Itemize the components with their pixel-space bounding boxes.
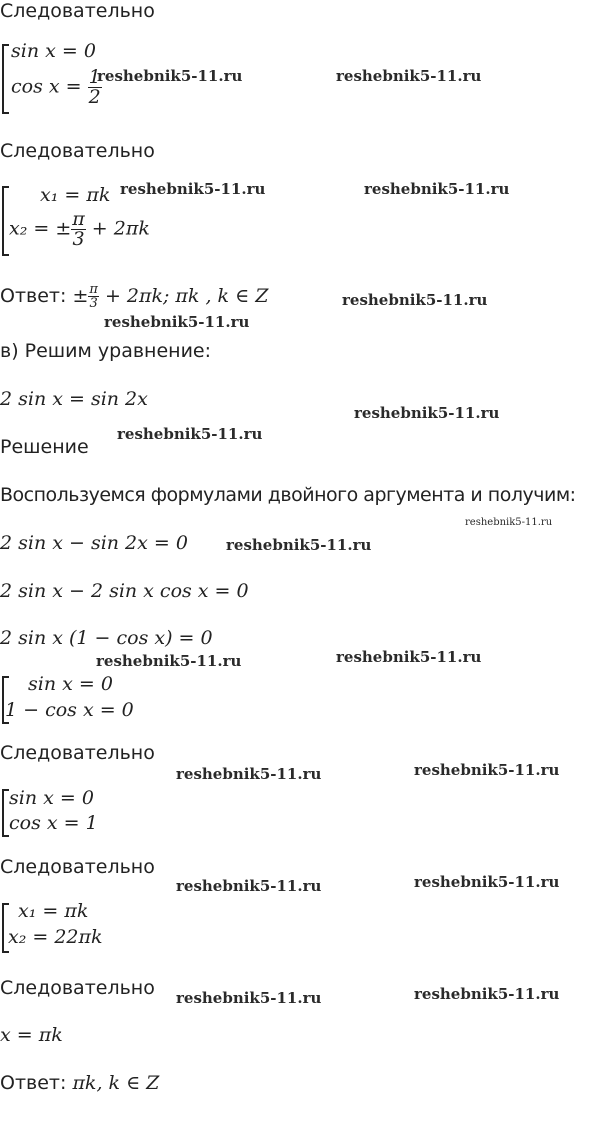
system-bracket [2,789,9,837]
therefore-1: Следовательно [0,0,155,22]
system5-line1: x₁ = πk [18,900,89,922]
system4-line1: sin x = 0 [9,787,94,809]
watermark: reshebnik5-11.ru [226,536,372,554]
watermark: reshebnik5-11.ru [97,67,243,85]
watermark: reshebnik5-11.ru [176,989,322,1007]
watermark: reshebnik5-11.ru [120,180,266,198]
answer-label: Ответ: [0,285,67,307]
system3-line1: sin x = 0 [28,673,113,695]
system-bracket [2,44,9,114]
watermark: reshebnik5-11.ru [414,761,560,779]
answer-c: Ответ: πk, k ∈ Z [0,1072,160,1094]
step-2: 2 sin x − 2 sin x cos x = 0 [0,580,249,602]
system4-line2: cos x = 1 [9,812,98,834]
system-bracket [2,186,9,256]
part-c-equation: 2 sin x = sin 2x [0,388,148,410]
watermark: reshebnik5-11.ru [117,425,263,443]
therefore-4: Следовательно [0,856,155,878]
therefore-2: Следовательно [0,140,155,162]
part-c-heading: в) Решим уравнение: [0,340,212,362]
watermark: reshebnik5-11.ru [414,873,560,891]
therefore-5: Следовательно [0,977,155,999]
watermark: reshebnik5-11.ru [104,313,250,331]
answer-label: Ответ: [0,1072,67,1094]
therefore-3: Следовательно [0,742,155,764]
watermark: reshebnik5-11.ru [336,67,482,85]
system1-line1: sin x = 0 [11,40,96,62]
system2-line1: x₁ = πk [40,184,111,206]
watermark: reshebnik5-11.ru [354,404,500,422]
watermark: reshebnik5-11.ru [342,291,488,309]
intro-text: Воспользуемся формулами двойного аргумента и получим: [0,484,576,506]
system5-line2: x₂ = 22πk [8,926,103,948]
system2-line2: x₂ = ± $\frac{\pi}{3}$ + 2πk [9,208,150,250]
step-3: 2 sin x (1 − cos x) = 0 [0,627,213,649]
system1-line2: cos x = $\frac{1}{2}$ [11,66,101,108]
watermark: reshebnik5-11.ru [176,765,322,783]
watermark: reshebnik5-11.ru [176,877,322,895]
step-1: 2 sin x − sin 2x = 0 [0,532,188,554]
watermark: reshebnik5-11.ru [336,648,482,666]
watermark: reshebnik5-11.ru [364,180,510,198]
watermark: reshebnik5-11.ru [465,517,553,528]
answer-b: Ответ: ± $\frac{\pi}{3}$ + 2πk; πk , k ∈ Z [0,282,269,311]
watermark: reshebnik5-11.ru [414,985,560,1003]
solution-label: Решение [0,436,89,458]
result: x = πk [0,1024,63,1046]
watermark: reshebnik5-11.ru [96,652,242,670]
system3-line2: 1 − cos x = 0 [5,699,134,721]
